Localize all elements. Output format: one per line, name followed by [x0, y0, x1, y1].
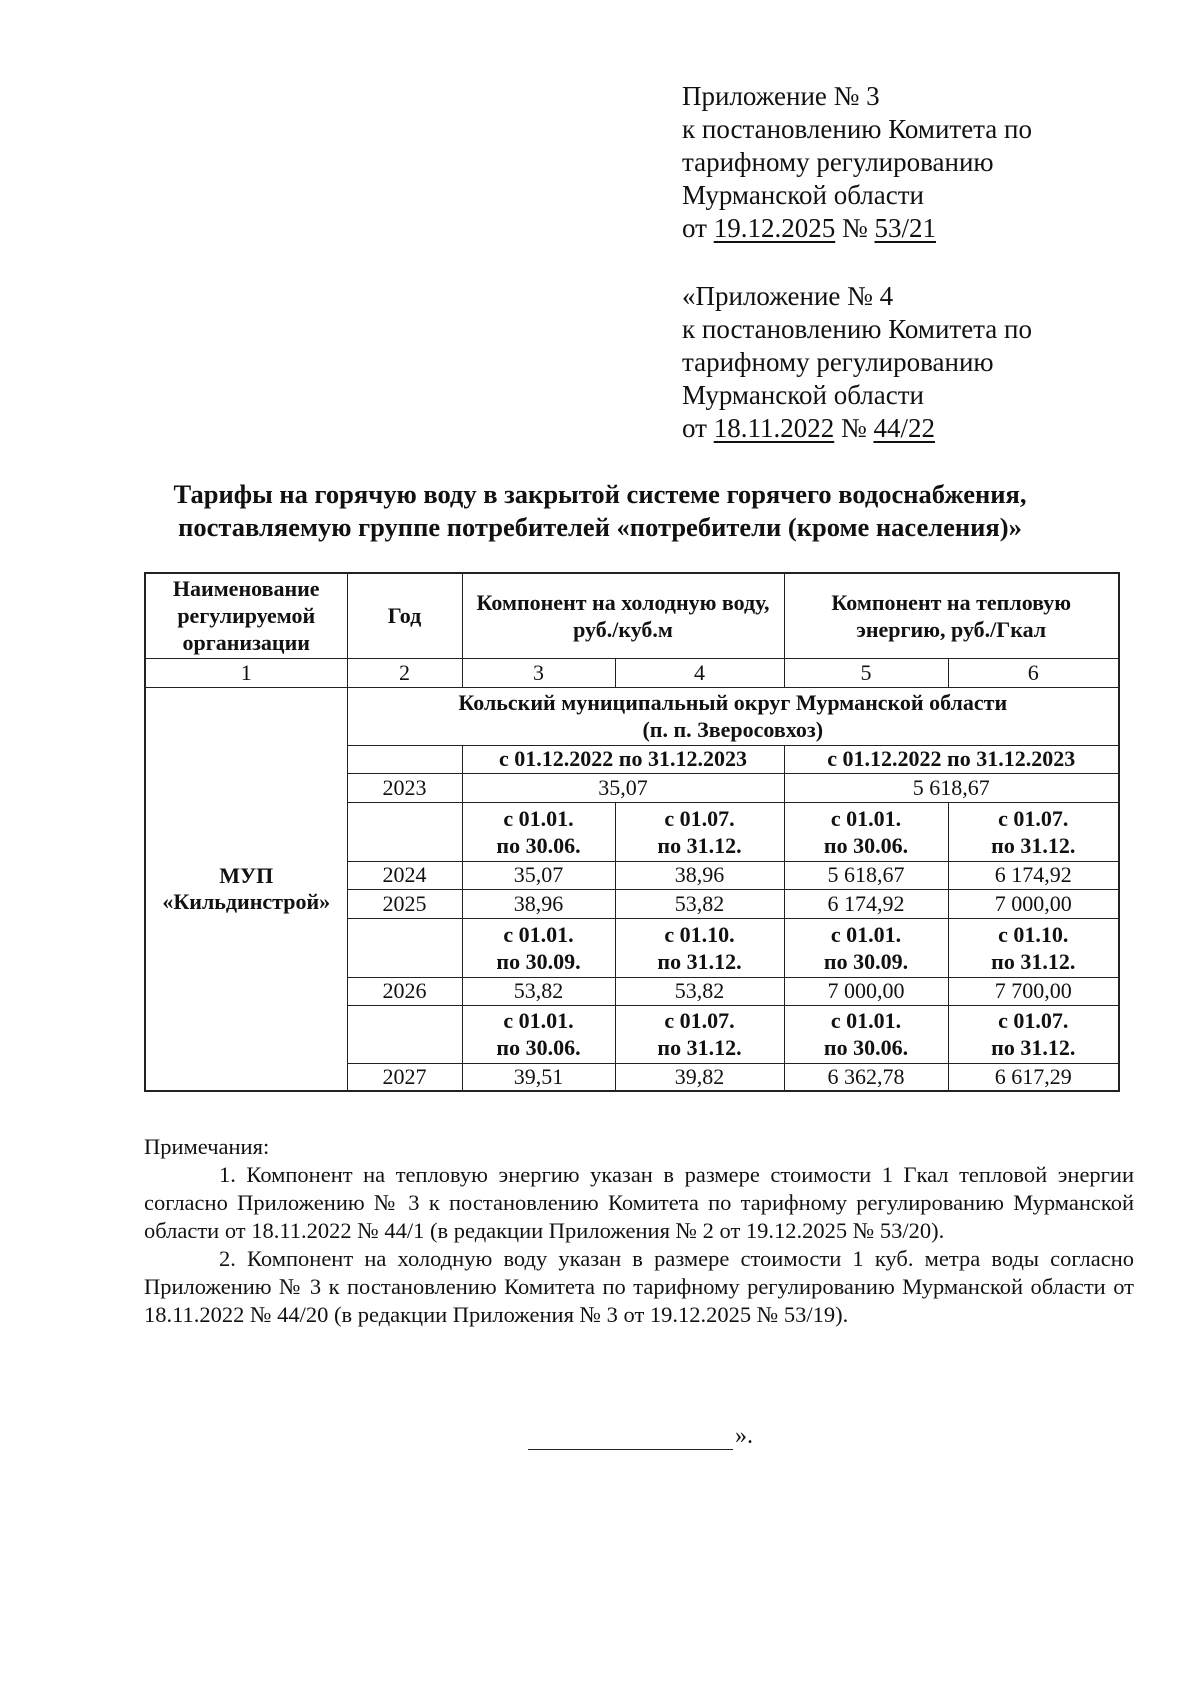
note-1: 1. Компонент на тепловую энергию указан в размере стоимости 1 Гкал тепловой энергии согласно Приложению № 3 к постановлению Комитета по тарифному регулированию Мурманской области от 18.11.2022 № 44/1 (в редакции Приложения № 2 от 19.12.2025 № 53/20). [144, 1162, 1134, 1243]
period-from: с 01.10. [664, 921, 735, 947]
value-cell: 39,82 [615, 1063, 784, 1091]
stamp-line: тарифному регулированию [682, 347, 994, 377]
value-cell: 38,96 [615, 861, 784, 889]
period-heat: с 01.12.2022 по 31.12.2023 [784, 745, 1119, 773]
empty-cell [347, 1005, 462, 1063]
period-cell [462, 802, 615, 861]
stamp-line: «Приложение № 4 [682, 281, 894, 311]
org-line: «Кильдинстрой» [162, 888, 331, 914]
period-from: с 01.07. [998, 805, 1069, 831]
period-from: с 01.01. [503, 921, 574, 947]
value-cell: 5 618,67 [784, 861, 948, 889]
value-cell: 53,82 [615, 977, 784, 1005]
header-year: Год [347, 573, 462, 658]
stamp-date-line [682, 412, 1032, 445]
value-cell: 53,82 [462, 977, 615, 1005]
period-cold: с 01.12.2022 по 31.12.2023 [462, 745, 784, 773]
title-line: поставляемую группе потребителей «потребители (кроме населения)» [178, 512, 1022, 542]
period-to: по 31.12. [991, 832, 1076, 858]
org-line: МУП [219, 862, 274, 888]
period-from: с 01.01. [503, 1008, 574, 1033]
stamp-date-line [682, 212, 1032, 245]
appendix-stamp-4 [682, 280, 1032, 445]
period-to: по 30.09. [823, 948, 909, 974]
stamp-line: Мурманской области [682, 380, 924, 410]
period-to: по 30.09. [496, 948, 581, 974]
region-line: Кольский муниципальный округ Мурманской области [458, 690, 1008, 715]
col-number: 1 [145, 658, 347, 687]
period-cell [784, 918, 948, 977]
stamp-line: к постановлению Комитета по [682, 114, 1032, 144]
header-heat-energy: Компонент на тепловую энергию, руб./Гкал [784, 573, 1119, 658]
stamp-line: тарифному регулированию [682, 147, 994, 177]
period-to: по 31.12. [657, 832, 742, 858]
closing-line [528, 1425, 733, 1450]
value-cell: 6 174,92 [784, 889, 948, 918]
col-number: 5 [784, 658, 948, 687]
period-cell [615, 1005, 784, 1063]
empty-cell [347, 802, 462, 861]
value-cell: 7 000,00 [948, 889, 1119, 918]
period-from: с 01.07. [664, 805, 735, 831]
number-prefix: № [834, 413, 874, 443]
col-number: 2 [347, 658, 462, 687]
period-cell [615, 802, 784, 861]
note-2: 2. Компонент на холодную воду указан в размере стоимости 1 куб. метра воды согласно Приложению № 3 к постановлению Комитета по тарифному регулированию Мурманской области от 18.11.2022 № 44/20 (в редакции Приложения № 3 от 19.12.2025 № 53/19). [144, 1246, 1134, 1327]
period-to: по 30.06. [496, 1035, 581, 1060]
period-from: с 01.01. [830, 921, 902, 947]
stamp-line: к постановлению Комитета по [682, 314, 1032, 344]
period-to: по 30.06. [823, 832, 909, 858]
period-cell [948, 802, 1119, 861]
period-to: по 31.12. [991, 1035, 1076, 1060]
value-cell: 38,96 [462, 889, 615, 918]
value-cell: 53,82 [615, 889, 784, 918]
period-from: с 01.10. [998, 921, 1069, 947]
date-prefix: от [682, 413, 714, 443]
appendix-stamp-3 [682, 80, 1032, 245]
period-from: с 01.01. [830, 805, 902, 831]
period-from: с 01.07. [664, 1008, 735, 1033]
period-cell [948, 1005, 1119, 1063]
empty-cell [347, 918, 462, 977]
stamp-date: 18.11.2022 [713, 413, 835, 443]
year-cell: 2026 [347, 977, 462, 1005]
period-cell [615, 918, 784, 977]
col-number: 6 [948, 658, 1119, 687]
stamp-number: 53/21 [874, 213, 936, 243]
value-cell: 35,07 [462, 773, 784, 802]
title-line: Тарифы на горячую воду в закрытой системе горячего водоснабжения, [173, 479, 1027, 509]
region-cell [347, 687, 1119, 745]
closing-quote: ». [735, 1423, 753, 1449]
period-cell [784, 802, 948, 861]
value-cell: 6 362,78 [784, 1063, 948, 1091]
number-prefix: № [835, 213, 875, 243]
col-number: 3 [462, 658, 615, 687]
stamp-line: Мурманской области [682, 180, 924, 210]
stamp-number: 44/22 [873, 413, 935, 443]
closing-mark [528, 1423, 753, 1450]
period-from: с 01.01. [830, 1008, 902, 1033]
empty-cell [347, 745, 462, 773]
period-from: с 01.07. [998, 1008, 1069, 1033]
period-to: по 30.06. [823, 1035, 909, 1060]
stamp-line: Приложение № 3 [682, 81, 880, 111]
period-cell [948, 918, 1119, 977]
value-cell: 39,51 [462, 1063, 615, 1091]
document-title [0, 478, 1200, 544]
col-number: 4 [615, 658, 784, 687]
org-cell [145, 687, 347, 1091]
period-to: по 31.12. [657, 948, 742, 974]
tariff-table [144, 572, 1120, 1092]
value-cell: 6 617,29 [948, 1063, 1119, 1091]
period-from: с 01.01. [503, 805, 574, 831]
date-prefix: от [682, 213, 714, 243]
period-to: по 30.06. [496, 832, 581, 858]
period-cell [462, 918, 615, 977]
value-cell: 7 000,00 [784, 977, 948, 1005]
year-cell: 2023 [347, 773, 462, 802]
header-cold-water: Компонент на холодную воду, руб./куб.м [462, 573, 784, 658]
year-cell: 2024 [347, 861, 462, 889]
year-cell: 2025 [347, 889, 462, 918]
period-cell [784, 1005, 948, 1063]
header-org: Наименование регулируемой организации [145, 573, 347, 658]
notes-heading: Примечания: [144, 1134, 270, 1159]
year-cell: 2027 [347, 1063, 462, 1091]
value-cell: 6 174,92 [948, 861, 1119, 889]
period-to: по 31.12. [991, 948, 1076, 974]
value-cell: 35,07 [462, 861, 615, 889]
period-cell [462, 1005, 615, 1063]
region-line: (п. п. Зверосовхоз) [642, 717, 824, 742]
stamp-date: 19.12.2025 [713, 213, 836, 243]
notes-section [144, 1133, 1134, 1329]
value-cell: 7 700,00 [948, 977, 1119, 1005]
value-cell: 5 618,67 [784, 773, 1119, 802]
period-to: по 31.12. [657, 1035, 742, 1060]
